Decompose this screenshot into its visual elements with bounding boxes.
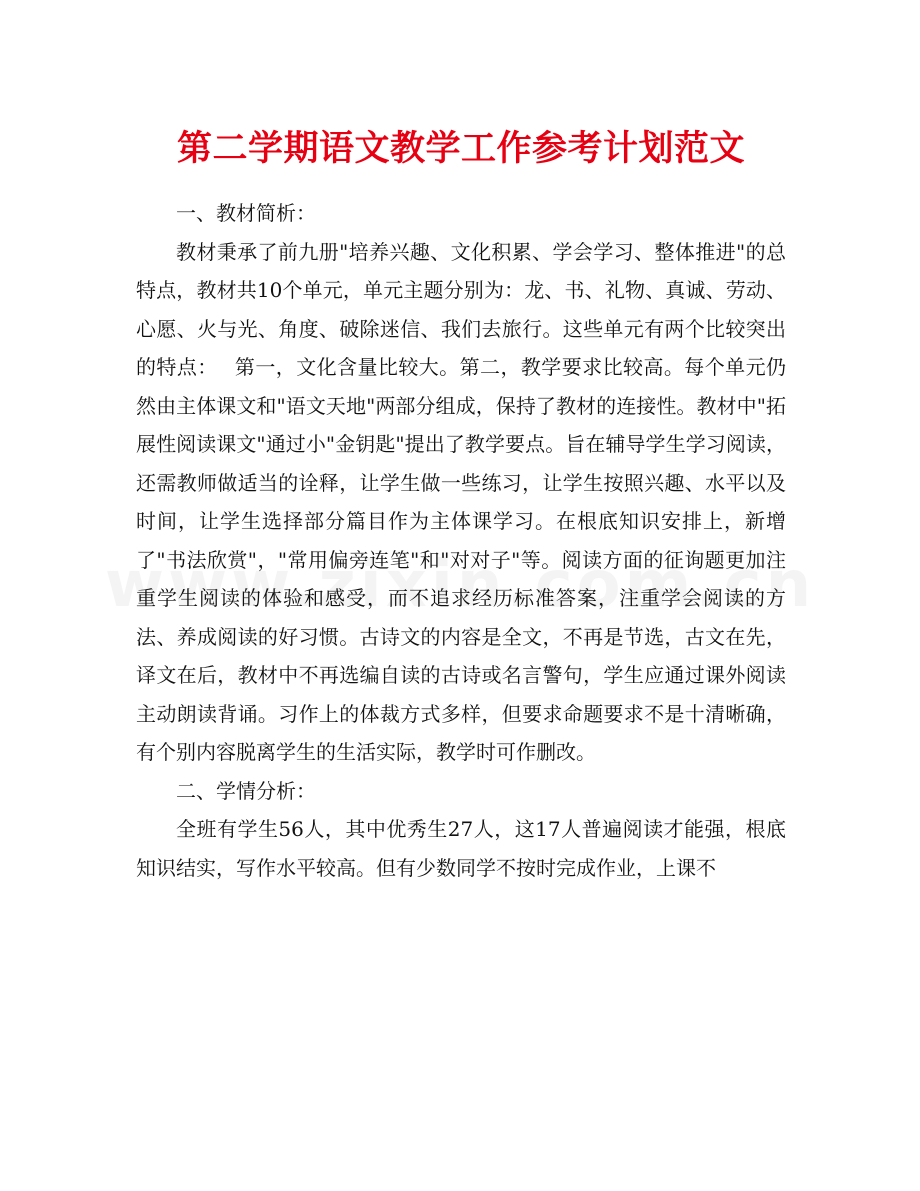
- section-body-1: 教材秉承了前九册"培养兴趣、文化积累、学会学习、整体推进"的总特点，教材共10个单元，单元主题分别为：龙、书、礼物、真诚、劳动、心愿、火与光、角度、破除迷信、我们去旅行。这些单元有两个比较突出的特点： 第一，文化含量比较大。第二，教学要求比较高。每个单元仍然由主体课文和"语文天地"两部分组成，保持了教材的连接性。教材中"拓展性阅读课文"通过小"金钥匙"提出了教学要点。旨在辅导学生学习阅读，还需教师做适当的诠释，让学生做一些练习，让学生按照兴趣、水平以及时间，让学生选择部分篇目作为主体课学习。在根底知识安排上，新增了"书法欣赏"，"常用偏旁连笔"和"对对子"等。阅读方面的征询题更加注重学生阅读的体验和感受，而不追求经历标准答案，注重学会阅读的方法、养成阅读的好习惯。古诗文的内容是全文，不再是节选，古文在先，译文在后，教材中不再选编自读的古诗或名言警句，学生应通过课外阅读主动朗读背诵。习作上的体裁方式多样，但要求命题要求不是十清晰确，有个别内容脱离学生的生活实际，教学时可作删改。: [136, 239, 786, 764]
- document-content: [136, 194, 786, 887]
- section-heading-1: 一、教材简析：: [176, 201, 316, 225]
- section-heading-2: 二、学情分析：: [176, 778, 316, 803]
- section-body-2: 全班有学生56人，其中优秀生27人，这17人普遍阅读才能强，根底知识结实，写作水平较高。但有少数同学不按时完成作业，上课不: [136, 817, 786, 880]
- document-title: 第二学期语文教学工作参考计划范文: [176, 129, 745, 169]
